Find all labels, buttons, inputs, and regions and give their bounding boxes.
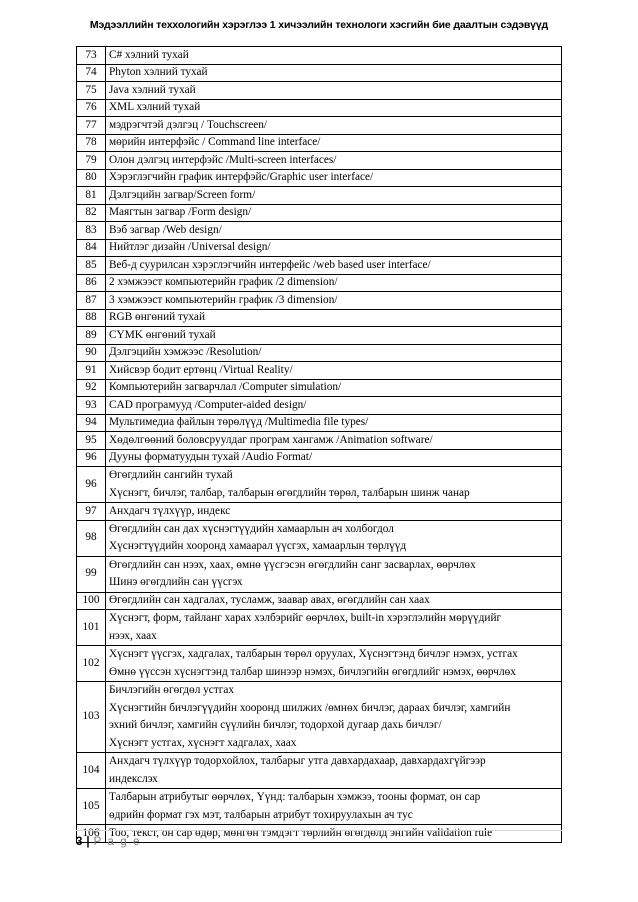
page-separator: | [86, 836, 90, 848]
topic-line: Хүснэгт, форм, тайланг харах хэлбэрийг өөрчлөх, built-in хэрэглэлийн мөрүүдийг [109, 612, 502, 624]
row-number: 95 [77, 432, 106, 450]
row-number: 75 [77, 82, 106, 100]
table-row [77, 327, 562, 345]
topic-line: Бичлэгийн өгөгдөл устгах [109, 684, 235, 696]
topic-line: XML хэлний тухай [109, 101, 201, 113]
topic-line: Тоо, текст, он сар өдөр, мөнгөн тэмдэгт төрлийн өгөгдөлд энгийн validation rule [109, 826, 493, 839]
row-topic [106, 47, 562, 65]
topic-line: Хүснэгт устгах, хүснэгт хадгалах, хаах [109, 736, 297, 749]
topic-line: Дууны форматуудын тухай /Audio Format/ [109, 451, 313, 463]
row-topic [106, 592, 562, 610]
row-topic [106, 99, 562, 117]
row-topic [106, 222, 562, 240]
table-row [77, 309, 562, 327]
row-number: 89 [77, 327, 106, 345]
table-row [77, 379, 562, 397]
row-topic [106, 117, 562, 135]
row-number: 83 [77, 222, 106, 240]
row-number: 80 [77, 169, 106, 187]
table-row [77, 117, 562, 135]
topic-line: CYMK өнгөний тухай [109, 328, 216, 341]
row-number: 78 [77, 134, 106, 152]
topic-line: мэдрэгчтэй дэлгэц / Touchscreen/ [109, 118, 268, 131]
topic-line: Анхдагч түлхүүр тодорхойлох, талбарыг утга давхардахаар, давхардахгүйгээр [109, 755, 486, 767]
topic-line: Компьютерийн загварчлал /Computer simulation/ [109, 381, 342, 393]
topic-line: Хүснэгтийн бичлэгүүдийн хооронд шилжих /өмнөх бичлэг, дараах бичлэг, хамгийн [109, 701, 511, 714]
row-topic [106, 503, 562, 521]
row-number: 93 [77, 397, 106, 415]
topic-line: өдрийн формат гэх мэт, талбарын атрибут тохируулахын ач тус [109, 808, 413, 821]
row-topic [106, 467, 562, 503]
row-topic [106, 610, 562, 646]
topic-line: эхний бичлэг, хамгийн сүүлийн бичлэг, тодорхой дугаар дахь бичлэг/ [109, 719, 442, 731]
topic-line: Өгөгдлийн сан нээх, хаах, өмнө үүсгэсэн өгөгдлийн санг засварлах, өөрчлөх [109, 558, 476, 571]
topic-line: Олон дэлгэц интерфэйс /Multi-screen interfaces/ [109, 153, 337, 166]
row-topic [106, 169, 562, 187]
table-row [77, 204, 562, 222]
row-number: 97 [77, 503, 106, 521]
topic-line: Хүснэгт үүсгэх, хадгалах, талбарын төрөл оруулах, Хүснэгтэнд бичлэг нэмэх, устгах [109, 648, 518, 660]
row-number: 73 [77, 47, 106, 65]
row-number: 94 [77, 414, 106, 432]
row-number: 105 [77, 789, 106, 825]
row-topic [106, 257, 562, 275]
row-number: 90 [77, 344, 106, 362]
page-header-title: Мэдээллийн теххологийн хэрэглээ 1 хичээлийн технологи хэсгийн бие даалтын сэдэвүүд [89, 19, 549, 31]
table-row [77, 414, 562, 432]
row-topic [106, 204, 562, 222]
table-row [77, 503, 562, 521]
topic-line: CAD програмууд /Computer-aided design/ [109, 398, 307, 411]
table-row [77, 134, 562, 152]
row-topic [106, 134, 562, 152]
row-number: 82 [77, 204, 106, 222]
row-topic [106, 397, 562, 415]
table-row [77, 432, 562, 450]
topic-line: Phyton хэлний тухай [109, 66, 208, 78]
footer-divider [76, 830, 562, 831]
row-topic [106, 825, 562, 843]
row-number: 102 [77, 646, 106, 682]
row-topic [106, 432, 562, 450]
row-topic [106, 379, 562, 397]
row-number: 88 [77, 309, 106, 327]
table-row [77, 274, 562, 292]
topic-line: Дэлгэцийн хэмжээс /Resolution/ [109, 346, 262, 358]
row-topic [106, 152, 562, 170]
topic-line: RGB өнгөний тухай [109, 311, 205, 323]
row-number: 101 [77, 610, 106, 646]
row-topic [106, 309, 562, 327]
table-row [77, 592, 562, 610]
topic-line: мөрийн интерфэйс / Command line interface/ [109, 136, 321, 148]
table-row [77, 152, 562, 170]
table-row [77, 47, 562, 65]
row-number: 92 [77, 379, 106, 397]
topic-line: Анхдагч түлхүүр, индекс [109, 504, 231, 517]
table-row [77, 257, 562, 275]
row-topic [106, 274, 562, 292]
row-number: 106 [77, 825, 106, 843]
page-word: P a g e [93, 836, 142, 848]
topic-line: Маягтын загвар /Form design/ [109, 206, 252, 218]
row-topic [106, 64, 562, 82]
page-number: 3 [76, 836, 83, 848]
page-footer [76, 836, 141, 848]
table-row [77, 82, 562, 100]
table-row [77, 239, 562, 257]
topic-line: Өмнө үүссэн хүснэгтэнд талбар шинээр нэмэх, бичлэгийн өгөгдлийг нэмэх, өөрчлөх [109, 665, 516, 678]
table-row [77, 610, 562, 646]
row-number: 96 [77, 467, 106, 503]
topic-line: Хүснэгтүүдийн хооронд хамаарал үүсгэх, хамаарлын төрлүүд [109, 540, 407, 552]
table-row [77, 467, 562, 503]
row-topic [106, 239, 562, 257]
row-number: 84 [77, 239, 106, 257]
row-number: 77 [77, 117, 106, 135]
row-number: 99 [77, 556, 106, 592]
topic-line: Мультимедиа файлын төрөлүүд /Multimedia file types/ [109, 416, 369, 428]
row-topic [106, 682, 562, 753]
topic-line: C# хэлний тухай [109, 48, 189, 61]
table-row [77, 397, 562, 415]
table-row [77, 222, 562, 240]
topic-line: индекслэх [109, 772, 158, 785]
table-row [77, 520, 562, 556]
topic-line: Хэрэглэгчийн график интерфэйс/Graphic user interface/ [109, 171, 374, 183]
row-number: 86 [77, 274, 106, 292]
table-row [77, 64, 562, 82]
row-topic [106, 753, 562, 789]
row-topic [106, 292, 562, 310]
topics-table-body [77, 47, 562, 843]
row-number: 76 [77, 99, 106, 117]
table-row [77, 682, 562, 753]
row-topic [106, 646, 562, 682]
topic-line: 3 хэмжээст компьютерийн график /3 dimension/ [109, 293, 338, 306]
table-row [77, 169, 562, 187]
row-number: 103 [77, 682, 106, 753]
table-row [77, 99, 562, 117]
row-topic [106, 414, 562, 432]
topic-line: Хүснэгт, бичлэг, талбар, талбарын өгөгдлийн төрөл, талбарын шинж чанар [109, 486, 470, 499]
topic-line: Шинэ өгөгдлийн сан үүсгэх [109, 576, 243, 588]
topic-line: Өгөгдлийн сангийн тухай [109, 469, 233, 481]
topic-line: Хөдөлгөөний боловсруулдаг програм хангамж /Animation software/ [109, 433, 433, 446]
topic-line: Веб-д суурилсан хэрэглэгчийн интерфейс /web based user interface/ [109, 258, 431, 271]
row-topic [106, 327, 562, 345]
row-topic [106, 344, 562, 362]
topic-line: Хийсвэр бодит ертөнц /Virtual Reality/ [109, 363, 293, 376]
topics-table [76, 46, 562, 843]
table-row [77, 825, 562, 843]
row-number: 79 [77, 152, 106, 170]
topic-line: Дэлгэцийн загвар/Screen form/ [109, 188, 256, 201]
row-number: 81 [77, 187, 106, 205]
row-topic [106, 187, 562, 205]
table-row [77, 753, 562, 789]
table-row [77, 556, 562, 592]
row-number: 98 [77, 520, 106, 556]
topic-line: Java хэлний тухай [109, 83, 196, 96]
topic-line: Талбарын атрибутыг өөрчлөх, Үүнд: талбарын хэмжээ, тооны формат, он сар [109, 791, 481, 803]
row-number: 85 [77, 257, 106, 275]
table-row [77, 362, 562, 380]
row-topic [106, 362, 562, 380]
topic-line: Вэб загвар /Web design/ [109, 223, 222, 236]
table-row [77, 449, 562, 467]
table-row [77, 646, 562, 682]
row-topic [106, 82, 562, 100]
row-number: 91 [77, 362, 106, 380]
table-row [77, 292, 562, 310]
row-number: 100 [77, 592, 106, 610]
topic-line: 2 хэмжээст компьютерийн график /2 dimension/ [109, 276, 338, 288]
row-number: 104 [77, 753, 106, 789]
topic-line: Өгөгдлийн сан хадгалах, тусламж, заавар авах, өгөгдлийн сан хаах [109, 594, 430, 606]
topic-line: Өгөгдлийн сан дах хүснэгтүүдийн хамаарлын ач холбогдол [109, 522, 394, 535]
table-row [77, 187, 562, 205]
row-number: 96 [77, 449, 106, 467]
row-number: 87 [77, 292, 106, 310]
topic-line: нээх, хаах [109, 629, 157, 642]
row-topic [106, 520, 562, 556]
row-topic [106, 556, 562, 592]
row-topic [106, 449, 562, 467]
table-row [77, 789, 562, 825]
topic-line: Нийтлэг дизайн /Universal design/ [109, 241, 271, 253]
table-row [77, 344, 562, 362]
row-number: 74 [77, 64, 106, 82]
row-topic [106, 789, 562, 825]
